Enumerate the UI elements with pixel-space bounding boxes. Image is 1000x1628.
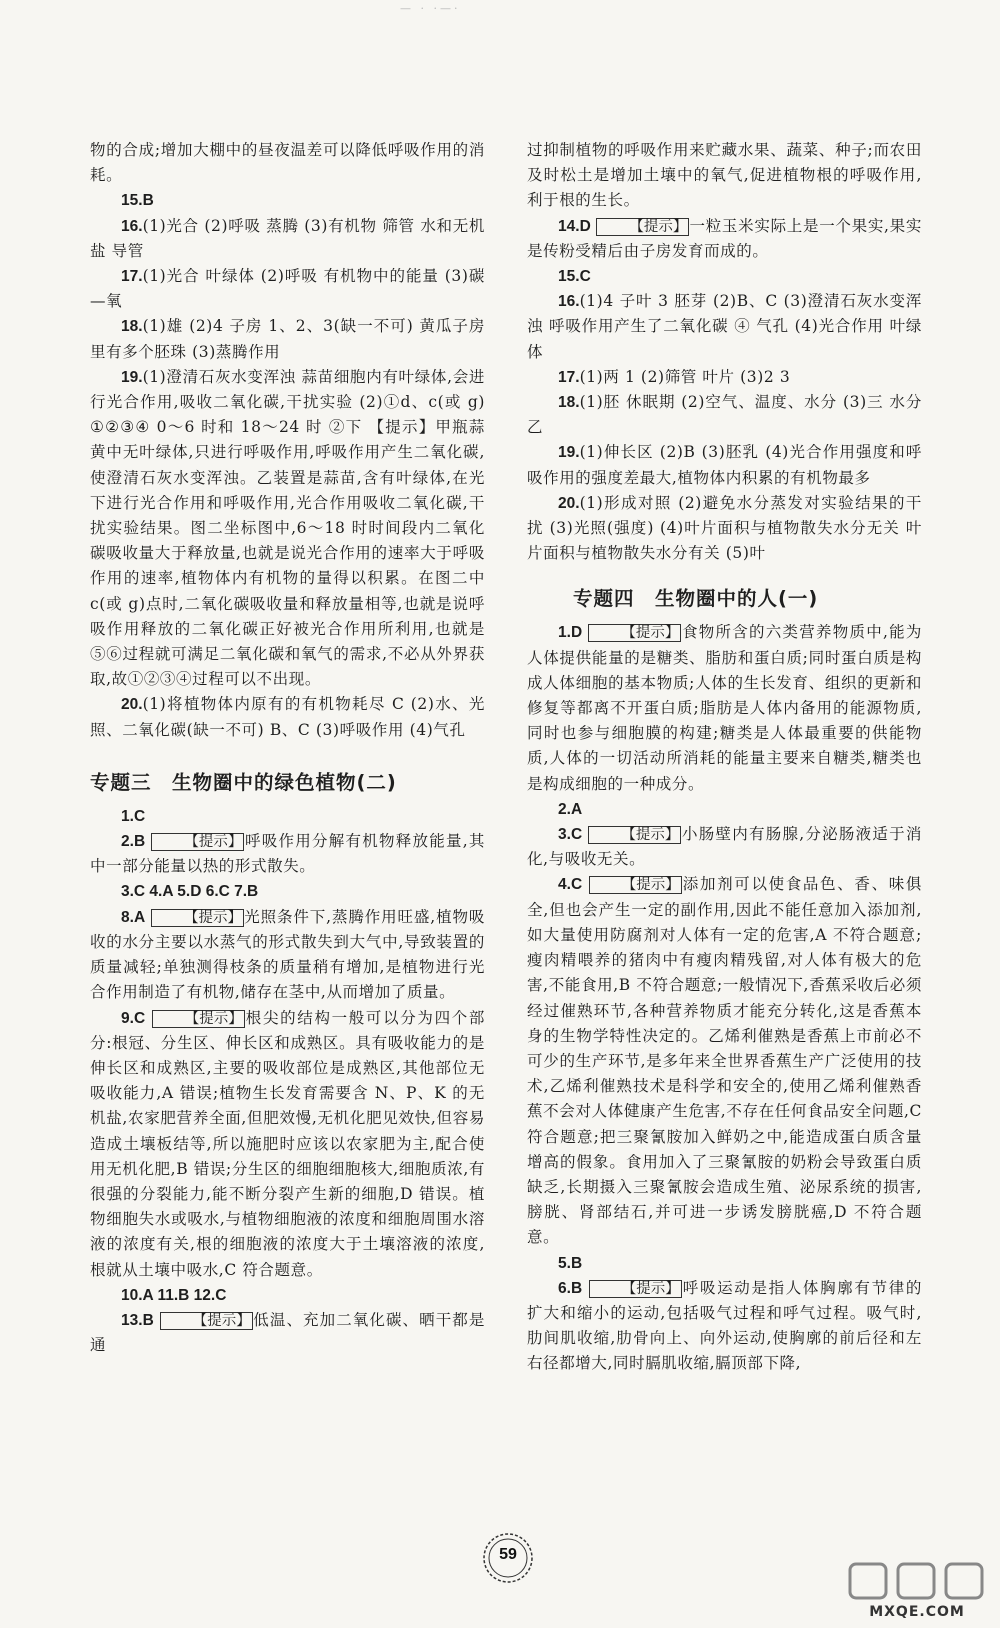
question-number: 19. bbox=[121, 368, 143, 386]
question-number: 8. bbox=[121, 908, 134, 926]
answer-item bbox=[527, 289, 922, 365]
answer-item bbox=[90, 264, 485, 314]
answer-text: (1)伸长区 (2)B (3)胚乳 (4)光合作用强度和呼吸作用的强度差最大,植物体内积累的有机物最多 bbox=[527, 443, 922, 487]
answer-item bbox=[527, 365, 922, 390]
question-number: 15. bbox=[121, 192, 143, 210]
answer-text: (1)光合 叶绿体 (2)呼吸 有机物中的能量 (3)碳—氧 bbox=[90, 267, 485, 311]
answer-item bbox=[90, 314, 485, 364]
answer-item bbox=[90, 1308, 485, 1358]
page-number: 59 bbox=[499, 1546, 517, 1563]
scan-artifact: — · ·—· bbox=[400, 2, 461, 15]
watermark bbox=[842, 1556, 992, 1628]
answer-item bbox=[527, 440, 922, 490]
answer-text: (1)形成对照 (2)避免水分蒸发对实验结果的干扰 (3)光照(强度) (4)叶片面积与植物散失水分无关 叶片面积与植物散失水分有关 (5)叶 bbox=[527, 493, 922, 563]
question-number: 20. bbox=[121, 696, 143, 714]
question-number: 4. bbox=[558, 876, 571, 894]
answer-choice: C bbox=[133, 807, 146, 825]
answer-choice: C bbox=[570, 876, 583, 894]
answer-choice: B bbox=[142, 1311, 154, 1329]
hint-tag: 【提示】 bbox=[151, 909, 244, 927]
question-number: 14. bbox=[558, 217, 580, 235]
watermark-logo-icon bbox=[842, 1556, 992, 1606]
answer-choice: B bbox=[133, 833, 146, 851]
question-number: 18. bbox=[558, 394, 580, 412]
answer-item bbox=[527, 214, 922, 264]
answer-text: (1)4 子叶 3 胚芽 (2)B、C (3)澄清石灰水变浑浊 呼吸作用产生了二氧化碳 ④ 气孔 (4)光合作用 叶绿体 bbox=[527, 292, 922, 361]
answer-item bbox=[527, 822, 922, 872]
answer-item bbox=[90, 214, 485, 264]
question-number: 1. bbox=[558, 624, 571, 642]
answer-item bbox=[527, 797, 922, 822]
answer-item bbox=[90, 365, 485, 693]
answer-item bbox=[90, 905, 485, 1006]
answer-item bbox=[90, 804, 485, 829]
answer-choice: C bbox=[579, 268, 591, 286]
answer-text: 小肠壁内有肠腺,分泌肠液适于消化,与吸收无关。 bbox=[527, 825, 922, 869]
answer-choice: D bbox=[579, 217, 591, 235]
answer-text: (1)光合 (2)呼吸 蒸腾 (3)有机物 筛管 水和无机盐 导管 bbox=[90, 216, 485, 260]
question-number: 2. bbox=[121, 833, 134, 851]
answer-item bbox=[90, 829, 485, 879]
answer-choice: A bbox=[570, 800, 583, 818]
section-heading: 专题四 生物圈中的人(一) bbox=[573, 587, 819, 611]
question-number: 5. bbox=[558, 1254, 571, 1272]
watermark-text: MXQE.COM bbox=[869, 1604, 965, 1620]
answer-text: (1)将植物体内原有的有机物耗尽 C (2)水、光照、二氧化碳(缺一不可) B、C (3)呼吸作用 (4)气孔 bbox=[90, 695, 485, 739]
answer-text: 低温、充加二氧化碳、晒干都是通 bbox=[90, 1310, 485, 1355]
question-number: 6. bbox=[558, 1279, 571, 1297]
answer-choice: A bbox=[133, 908, 146, 926]
answer-item bbox=[527, 620, 922, 796]
answer-choice: C bbox=[133, 1009, 146, 1027]
question-number: 13. bbox=[121, 1311, 143, 1329]
answer-text: (1)两 1 (2)筛管 叶片 (3)2 3 bbox=[579, 367, 791, 386]
answer-text: 食物所含的六类营养物质中,能为人体提供能量的是糖类、脂肪和蛋白质;同时蛋白质是构成人体细胞的基本物质;人体的生长发育、组织的更新和修复等都离不开蛋白质;脂肪是人体内备用的能源物质,同时也参与细胞膜的构建;糖类是人体最重要的供能物质,人体的一切活动所消耗的能量主要来自糖类,糖类也是构成细胞的一种成分。 bbox=[527, 623, 922, 793]
hint-tag: 【提示】 bbox=[589, 876, 682, 894]
question-number: 9. bbox=[121, 1009, 134, 1027]
section-heading: 专题三 生物圈中的绿色植物(二) bbox=[90, 770, 397, 794]
answer-item bbox=[527, 491, 922, 567]
answer-item bbox=[90, 1006, 485, 1283]
hint-tag: 【提示】 bbox=[152, 1010, 245, 1028]
answer-choice: B bbox=[142, 192, 154, 210]
continued-paragraph: 物的合成;增加大棚中的昼夜温差可以降低呼吸作用的消耗。 bbox=[90, 141, 485, 185]
answer-choice: D bbox=[570, 624, 583, 642]
answer-item bbox=[527, 1276, 922, 1377]
hint-tag: 【提示】 bbox=[588, 624, 681, 642]
question-number: 17. bbox=[121, 268, 143, 286]
answer-text: 根尖的结构一般可以分为四个部分:根冠、分生区、伸长区和成熟区。具有吸收能力的是伸长区和成熟区,主要的吸收部位是成熟区,其他部位无吸收能力,A 错误;植物生长发育需要含 N、P、K 的无机盐,农家肥营养全面,但肥效慢,无机化肥见效快,但容易造成土壤板结等,所以施肥时应该以农家肥为主,配合使用无机化肥,B 错误;分生区的细胞细胞核大,细胞质浓,有很强的分裂能力,能不断分裂产生新的细胞,D 错误。植物细胞失水或吸水,与植物细胞液的浓度和细胞周围水溶液的浓度有关,根的细胞液的浓度大于土壤溶液的浓度,根就从土壤中吸水,C 符合题意。 bbox=[90, 1008, 485, 1279]
answer-item bbox=[527, 872, 922, 1250]
answer-item bbox=[527, 390, 922, 440]
answer-text: (1)澄清石灰水变浑浊 蒜苗细胞内有叶绿体,会进行光合作用,吸收二氧化碳,干扰实验 (2)①d、c(或 g) ①②③④ 0～6 时和 18～24 时 ②下 【提示】甲瓶蒜黄中无叶绿体,只进行呼吸作用,呼吸作用产生二氧化碳,使澄清石灰水变浑浊。乙装置是蒜苗,含有叶绿体,在光下进行光合作用和呼吸作用,光合作用吸收二氧化碳,干扰实验结果。图二坐标图中,6～18 时时间段内二氧化碳吸收量大于释放量,也就是说光合作用的速率大于呼吸作用的速率,植物体内有机物的量得以积累。在图二中 c(或 g)点时,二氧化碳吸收量和释放量相等,也就是说呼吸作用释放的二氧化碳正好被光合作用所利用,也就是⑤⑥过程就可满足二氧化碳和氧气的需求,不必从外界获取,故①②③④过程可以不出现。 bbox=[90, 367, 485, 689]
hint-tag: 【提示】 bbox=[596, 218, 689, 236]
answer-text: (1)雄 (2)4 子房 1、2、3(缺一不可) 黄瓜子房里有多个胚珠 (3)蒸腾作用 bbox=[90, 317, 485, 361]
answer-choice: B bbox=[570, 1254, 583, 1272]
answer-line: 3.C 4.A 5.D 6.C 7.B bbox=[121, 883, 259, 901]
question-number: 2. bbox=[558, 800, 571, 818]
question-number: 15. bbox=[558, 268, 580, 286]
answer-text: 添加剂可以使食品色、香、味俱全,但也会产生一定的副作用,因此不能任意加入添加剂,如大量使用防腐剂对人体有一定的危害,A 不符合题意;瘦肉精喂养的猪肉中有瘦肉精残留,对人体有极大的危害,不能食用,B 不符合题意;一般情况下,香蕉采收后必须经过催熟环节,各种营养物质才能充分转化,这是香蕉本身的生物学特性决定的。乙烯利催熟是香蕉上市前必不可少的生产环节,是多年来全世界香蕉生产广泛使用的技术,乙烯利催熟技术是科学和安全的,使用乙烯利催熟香蕉不会对人体健康产生危害,不存在任何食品安全问题,C 符合题意;把三聚氰胺加入鲜奶之中,能造成蛋白质含量增高的假象。食用加入了三聚氰胺的奶粉会导致蛋白质缺乏,长期摄入三聚氰胺会造成生殖、泌尿系统的损害,膀胱、肾部结石,并可进一步诱发膀胱癌,D 不符合题意。 bbox=[527, 875, 922, 1247]
question-number: 19. bbox=[558, 444, 580, 462]
answer-item bbox=[527, 264, 922, 289]
continued-paragraph: 过抑制植物的呼吸作用来贮藏水果、蔬菜、种子;而农田及时松土是增加土壤中的氧气,促进植物根的呼吸作用,利于根的生长。 bbox=[527, 141, 922, 210]
answer-text: 光照条件下,蒸腾作用旺盛,植物吸收的水分主要以水蒸气的形式散失到大气中,导致装置的质量减轻;单独测得枝条的质量稍有增加,是植物进行光合作用制造了有机物,储存在茎中,从而增加了质量。 bbox=[90, 907, 485, 1002]
answer-item bbox=[90, 692, 485, 742]
answer-choice: C bbox=[570, 826, 583, 844]
right-column bbox=[527, 138, 922, 1377]
hint-tag: 【提示】 bbox=[160, 1312, 253, 1330]
hint-tag: 【提示】 bbox=[588, 826, 681, 844]
answer-text: 一粒玉米实际上是一个果实,果实是传粉受精后由子房发育而成的。 bbox=[527, 216, 922, 260]
answer-choice: B bbox=[570, 1279, 583, 1297]
answer-line: 10.A 11.B 12.C bbox=[121, 1286, 227, 1304]
question-number: 1. bbox=[121, 807, 134, 825]
answer-text: 呼吸运动是指人体胸廓有节律的扩大和缩小的运动,包括吸气过程和呼气过程。吸气时,肋间肌收缩,肋骨向上、向外运动,使胸廓的前后径和左右径都增大,同时膈肌收缩,膈顶部下降, bbox=[527, 1278, 922, 1373]
question-number: 16. bbox=[121, 217, 143, 235]
hint-tag: 【提示】 bbox=[151, 833, 244, 851]
question-number: 17. bbox=[558, 368, 580, 386]
answer-item bbox=[90, 188, 485, 213]
left-column bbox=[90, 138, 485, 1358]
answer-text: 呼吸作用分解有机物释放能量,其中一部分能量以热的形式散失。 bbox=[90, 832, 485, 876]
answer-item bbox=[527, 1251, 922, 1276]
hint-tag: 【提示】 bbox=[589, 1280, 682, 1298]
page-number-badge bbox=[480, 1530, 536, 1586]
question-number: 16. bbox=[558, 293, 580, 311]
answer-text: (1)胚 休眠期 (2)空气、温度、水分 (3)三 水分 乙 bbox=[527, 393, 922, 437]
question-number: 18. bbox=[121, 318, 143, 336]
question-number: 20. bbox=[558, 494, 580, 512]
question-number: 3. bbox=[558, 826, 571, 844]
